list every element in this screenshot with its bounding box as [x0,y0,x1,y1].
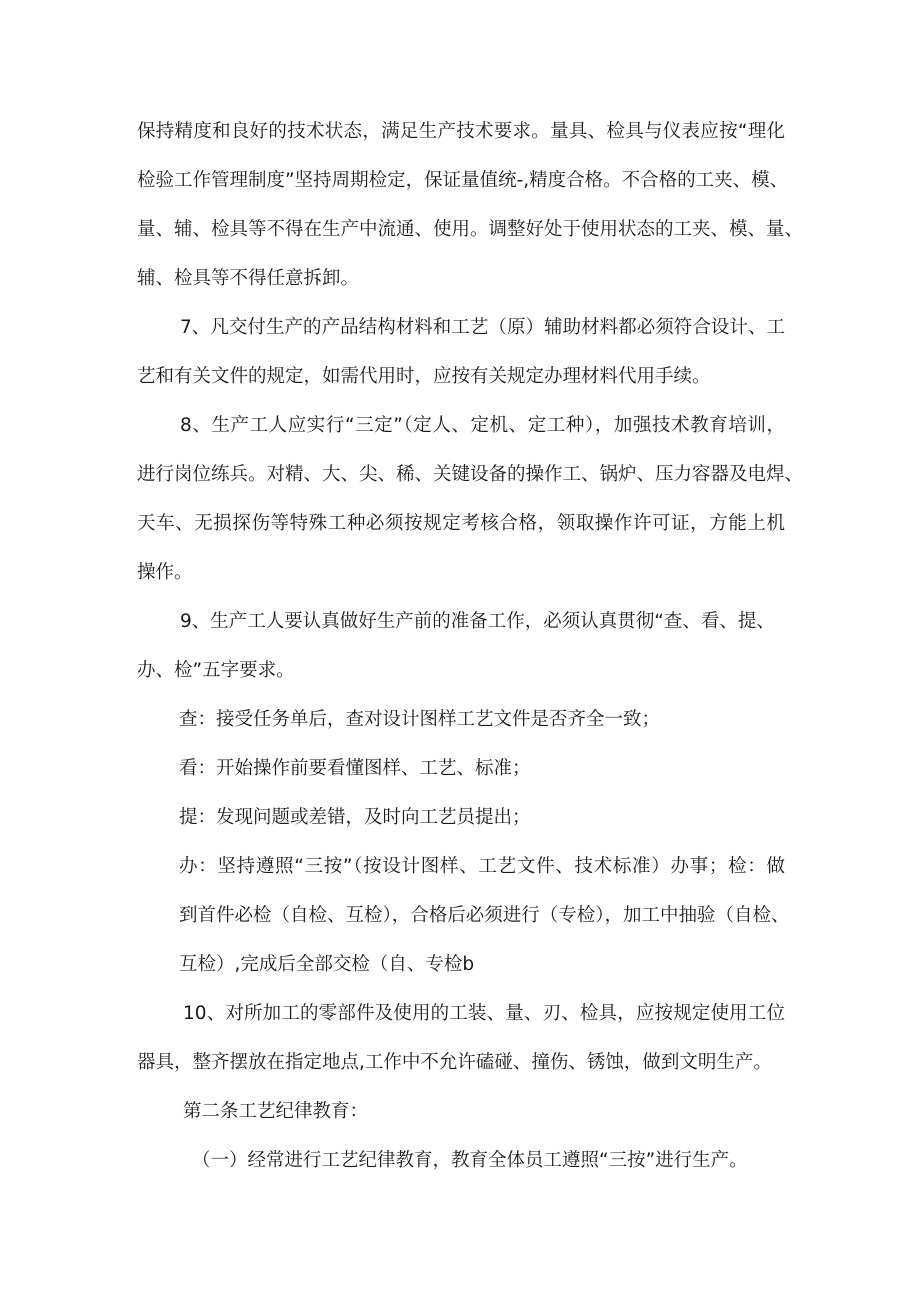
raise-requirement: 提：发现问题或差错，及时向工艺员提出； [179,807,531,828]
item-10-line-2: 器具，整齐摆放在指定地点,工作中不允许磕碰、撞伤、锈蚀，做到文明生产。 [137,1052,772,1073]
handle-requirement-line-1: 办：坚持遵照“三按”（按设计图样、工艺文件、技术标准）办事；检：做 [179,856,785,877]
check-requirement: 查：接受任务单后，查对设计图样工艺文件是否齐全一致； [179,709,661,730]
handle-requirement-line-3: 互检）,完成后全部交检（自、专检b [179,954,475,975]
item-8-line-3: 天车、无损探伤等特殊工种必须按规定考核合格，领取操作许可证，方能上机 [137,513,785,534]
item-10-line-1: 10、对所加工的零部件及使用的工装、量、刃、检具，应按规定使用工位 [183,1003,785,1024]
item-8-line-2: 进行岗位练兵。对精、大、尖、稀、关键设备的操作工、锅炉、压力容器及电焊、 [137,464,804,485]
look-requirement: 看：开始操作前要看懂图样、工艺、标准； [179,758,531,779]
item-7-line-1: 7、凡交付生产的产品结构材料和工艺（原）辅助材料都必须符合设计、工 [180,317,785,338]
paragraph-continuation-line-3: 量、辅、检具等不得在生产中流通、使用。调整好处于使用状态的工夹、模、量、 [137,219,804,240]
item-7-line-2: 艺和有关文件的规定，如需代用时，应按有关规定办理材料代用手续。 [137,366,711,387]
paragraph-continuation-line-4: 辅、检具等不得任意拆卸。 [137,268,360,289]
item-8-line-1: 8、生产工人应实行“三定”（定人、定机、定工种），加强技术教育培训， [180,415,785,436]
article-2-heading: 第二条工艺纪律教育： [183,1101,369,1122]
item-9-line-1: 9、生产工人要认真做好生产前的准备工作，必须认真贯彻“查、看、提、 [180,611,775,632]
handle-requirement-line-2: 到首件必检（自检、互检），合格后必须进行（专检），加工中抽验（自检、 [179,905,790,926]
paragraph-continuation-line-1: 保持精度和良好的技术状态，满足生产技术要求。量具、检具与仪表应按“理化 [137,121,785,142]
article-2-item-1: （一）经常进行工艺纪律教育，教育全体员工遵照“三按”进行生产。 [192,1150,748,1171]
paragraph-continuation-line-2: 检验工作管理制度”坚持周期检定，保证量值统-,精度合格。不合格的工夹、模、 [137,170,789,191]
item-8-line-4: 操作。 [137,562,193,583]
item-9-line-2: 办、检”五字要求。 [137,660,295,681]
